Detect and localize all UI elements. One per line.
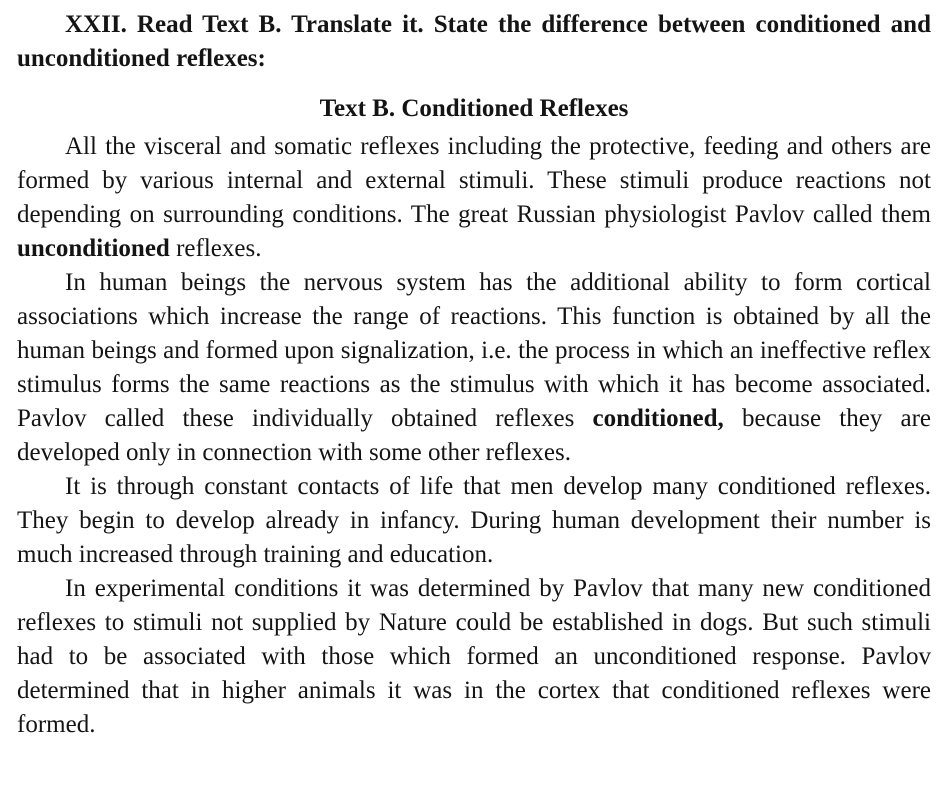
term-conditioned: conditioned, (592, 405, 724, 432)
paragraph-3: It is through constant contacts of life that men develop many conditioned reflexes. They begin to develop already in infancy. During human development their number is much increased through training and education. (17, 473, 931, 568)
paragraph-2-text-start: In human beings the nervous system has the additional ability to form cortical associations which increase the range of reactions. This function is obtained by all the human beings and formed upon signalization, i.e. the process in which an ineffective reflex stimulus forms the same reactions as the stimulus with which it has become associated. Pavlov called these individually obtained reflexes (17, 269, 931, 432)
term-unconditioned: unconditioned (17, 235, 170, 262)
paragraph-4: In experimental conditions it was determined by Pavlov that many new conditioned reflexes to stimuli not supplied by Nature could be established in dogs. But such stimuli had to be associated with those which formed an unconditioned response. Pavlov determined that in higher animals it was in the cortex that conditioned reflexes were formed. (17, 575, 931, 738)
paragraph-1-text-end: reflexes. (169, 235, 262, 262)
text-title: Text B. Conditioned Reflexes (319, 95, 629, 122)
exercise-heading: XXII. Read Text B. Translate it. State the difference between conditioned and unconditioned reflexes: (17, 11, 931, 72)
paragraph-2 (17, 266, 931, 470)
paragraph-1-text-start: All the visceral and somatic reflexes including the protective, feeding and others are formed by various internal and external stimuli. These stimuli produce reactions not depending on surrounding conditions. The great Russian physiologist Pavlov called them (17, 133, 931, 228)
paragraph-1 (17, 130, 931, 266)
paragraph-2-text-end: because they are developed only in connection with some other reflexes. (17, 405, 931, 466)
